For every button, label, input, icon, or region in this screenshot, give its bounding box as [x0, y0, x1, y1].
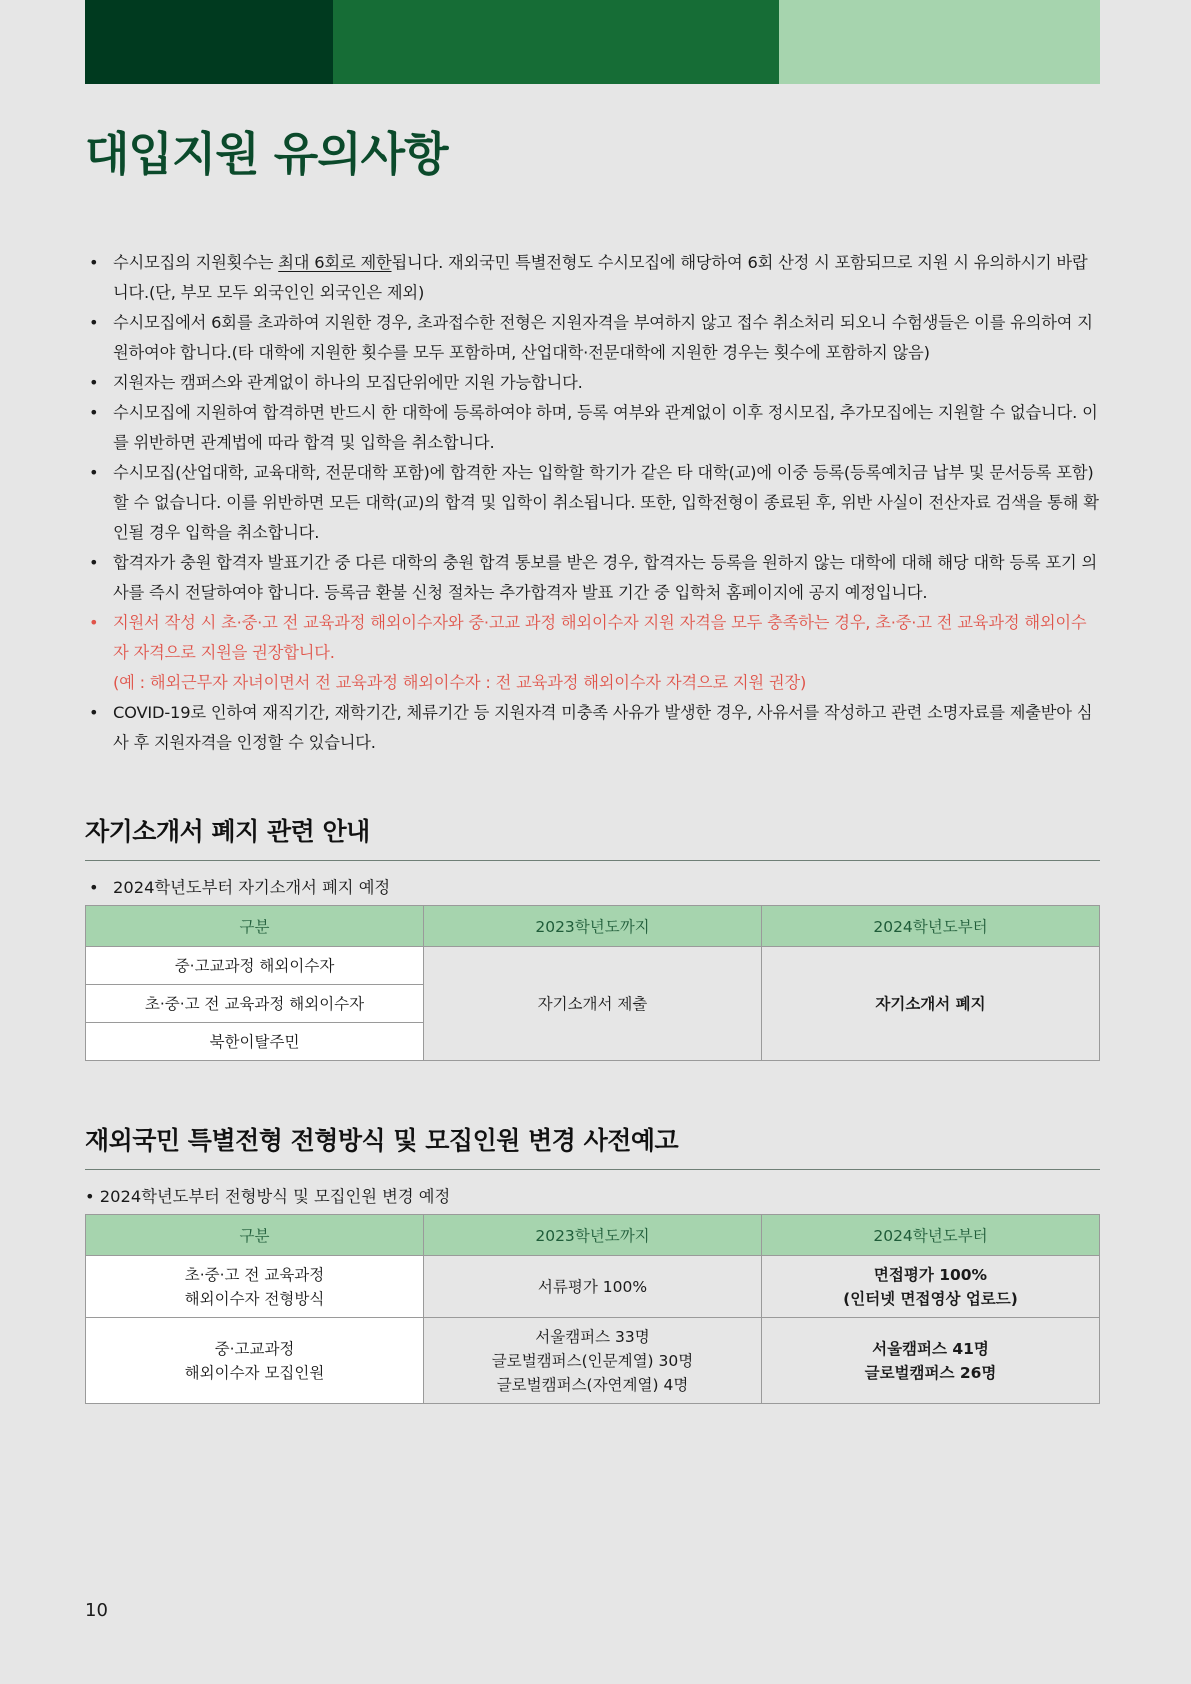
bullet-text-post: 됩니다. 재외국민 특별전형도 수시모집에 해당하여 6회 산정 시 포함되므로 지원 시 유의하시기 바랍니다.(단, 부모 모두 외국인인 외국인은 제외)	[113, 253, 1088, 302]
table-cell-2023: 자기소개서 제출	[424, 947, 762, 1061]
bullet-text: 수시모집에 지원하여 합격하면 반드시 한 대학에 등록하여야 하며, 등록 여부와 관계없이 이후 정시모집, 추가모집에는 지원할 수 없습니다. 이를 위반하면 관계법에 따라 합격 및 입학을 취소합니다.	[113, 403, 1098, 452]
cell-line: 서류평가 100%	[537, 1277, 648, 1296]
bullet-dot: •	[89, 313, 99, 332]
table-header: 2024학년도부터	[762, 1215, 1100, 1256]
bullet-text: 지원서 작성 시 초·중·고 전 교육과정 해외이수자와 중·고교 과정 해외이수자 지원 자격을 모두 충족하는 경우, 초·중·고 전 교육과정 해외이수자 자격으로 지원을 권장합니다.	[113, 613, 1087, 662]
cell-line: 해외이수자 모집인원	[184, 1363, 325, 1382]
bullet-dot: •	[89, 373, 99, 392]
table-header: 2023학년도까지	[424, 906, 762, 947]
section-note	[85, 1183, 450, 1207]
top-bar-mid-segment	[333, 0, 779, 84]
bullet-dot: •	[89, 703, 99, 722]
cell-line: 글로벌캠퍼스 26명	[864, 1363, 997, 1382]
section-title-essay-abolition: 자기소개서 폐지 관련 안내	[85, 812, 1100, 861]
table-cell-2024: 자기소개서 폐지	[762, 947, 1100, 1061]
notice-list	[85, 248, 1100, 758]
table-header: 구분	[86, 1215, 424, 1256]
top-bar-dark-segment	[85, 0, 333, 84]
essay-abolition-table	[85, 905, 1100, 1061]
bullet-dot: •	[89, 463, 99, 482]
table-cell-category: 북한이탈주민	[86, 1023, 424, 1061]
bullet-dot: •	[89, 553, 99, 572]
table-cell-2023	[424, 1256, 762, 1318]
bullet-dot: •	[89, 403, 99, 422]
table-header: 2023학년도까지	[424, 1215, 762, 1256]
bullet-text: COVID-19로 인하여 재직기간, 재학기간, 체류기간 등 지원자격 미충족 사유가 발생한 경우, 사유서를 작성하고 관련 소명자료를 제출받아 심사 후 지원자격을 인정할 수 있습니다.	[113, 703, 1093, 752]
list-item	[85, 548, 1100, 608]
cell-line: 서울캠퍼스 33명	[535, 1327, 650, 1346]
admission-change-table	[85, 1214, 1100, 1404]
table-header: 구분	[86, 906, 424, 947]
list-item	[85, 308, 1100, 368]
bullet-dot: •	[85, 1187, 95, 1206]
section-note-text: 2024학년도부터 자기소개서 폐지 예정	[113, 878, 391, 897]
list-item	[85, 698, 1100, 758]
section-note	[85, 874, 390, 898]
top-color-bar	[85, 0, 1100, 84]
top-bar-light-segment	[779, 0, 1100, 84]
cell-line: (인터넷 면접영상 업로드)	[843, 1289, 1018, 1308]
list-item-highlighted	[85, 608, 1100, 698]
bullet-dot: •	[89, 613, 99, 632]
bullet-text-pre: 수시모집의 지원횟수는	[113, 253, 279, 272]
table-header: 2024학년도부터	[762, 906, 1100, 947]
section-title-admission-change: 재외국민 특별전형 전형방식 및 모집인원 변경 사전예고	[85, 1121, 1100, 1170]
table-cell-2024	[762, 1318, 1100, 1404]
list-item	[85, 368, 1100, 398]
bullet-dot: •	[89, 878, 99, 897]
table-cell-category	[86, 1318, 424, 1404]
table-cell-category: 초·중·고 전 교육과정 해외이수자	[86, 985, 424, 1023]
bullet-text-underlined: 최대 6회로 제한	[278, 253, 392, 272]
cell-line: 중·고교과정	[214, 1339, 295, 1358]
section-note-text: 2024학년도부터 전형방식 및 모집인원 변경 예정	[99, 1187, 451, 1206]
list-item	[85, 248, 1100, 308]
bullet-text: 지원자는 캠퍼스와 관계없이 하나의 모집단위에만 지원 가능합니다.	[113, 373, 583, 392]
bullet-text: 수시모집에서 6회를 초과하여 지원한 경우, 초과접수한 전형은 지원자격을 부여하지 않고 접수 취소처리 되오니 수험생들은 이를 유의하여 지원하여야 합니다.(타 대학에 지원한 횟수를 모두 포함하며, 산업대학·전문대학에 지원한 경우는 횟수에 포함하지 않음)	[113, 313, 1093, 362]
list-item	[85, 458, 1100, 548]
table-cell-2024	[762, 1256, 1100, 1318]
cell-line: 초·중·고 전 교육과정	[184, 1265, 325, 1284]
cell-line: 서울캠퍼스 41명	[872, 1339, 989, 1358]
bullet-dot: •	[89, 253, 99, 272]
bullet-text: 합격자가 충원 합격자 발표기간 중 다른 대학의 충원 합격 통보를 받은 경우, 합격자는 등록을 원하지 않는 대학에 대해 해당 대학 등록 포기 의사를 즉시 전달하여야 합니다. 등록금 환불 신청 절차는 추가합격자 발표 기간 중 입학처 홈페이지에 공지 예정입니다.	[113, 553, 1097, 602]
cell-line: 글로벌캠퍼스(인문계열) 30명	[491, 1351, 694, 1370]
list-item	[85, 398, 1100, 458]
page-number: 10	[85, 1600, 108, 1621]
cell-line: 해외이수자 전형방식	[184, 1289, 325, 1308]
table-cell-category: 중·고교과정 해외이수자	[86, 947, 424, 985]
table-cell-category	[86, 1256, 424, 1318]
page-title: 대입지원 유의사항	[85, 127, 448, 181]
table-cell-2023	[424, 1318, 762, 1404]
bullet-text: 수시모집(산업대학, 교육대학, 전문대학 포함)에 합격한 자는 입학할 학기가 같은 타 대학(교)에 이중 등록(등록예치금 납부 및 문서등록 포함)할 수 없습니다. 이를 위반하면 모든 대학(교)의 합격 및 입학이 취소됩니다. 또한, 입학전형이 종료된 후, 위반 사실이 전산자료 검색을 통해 확인될 경우 입학을 취소합니다.	[113, 463, 1099, 542]
cell-line: 글로벌캠퍼스(자연계열) 4명	[496, 1375, 689, 1394]
bullet-example-text: (예 : 해외근무자 자녀이면서 전 교육과정 해외이수자 : 전 교육과정 해외이수자 자격으로 지원 권장)	[113, 673, 807, 692]
cell-line: 면접평가 100%	[873, 1265, 988, 1284]
